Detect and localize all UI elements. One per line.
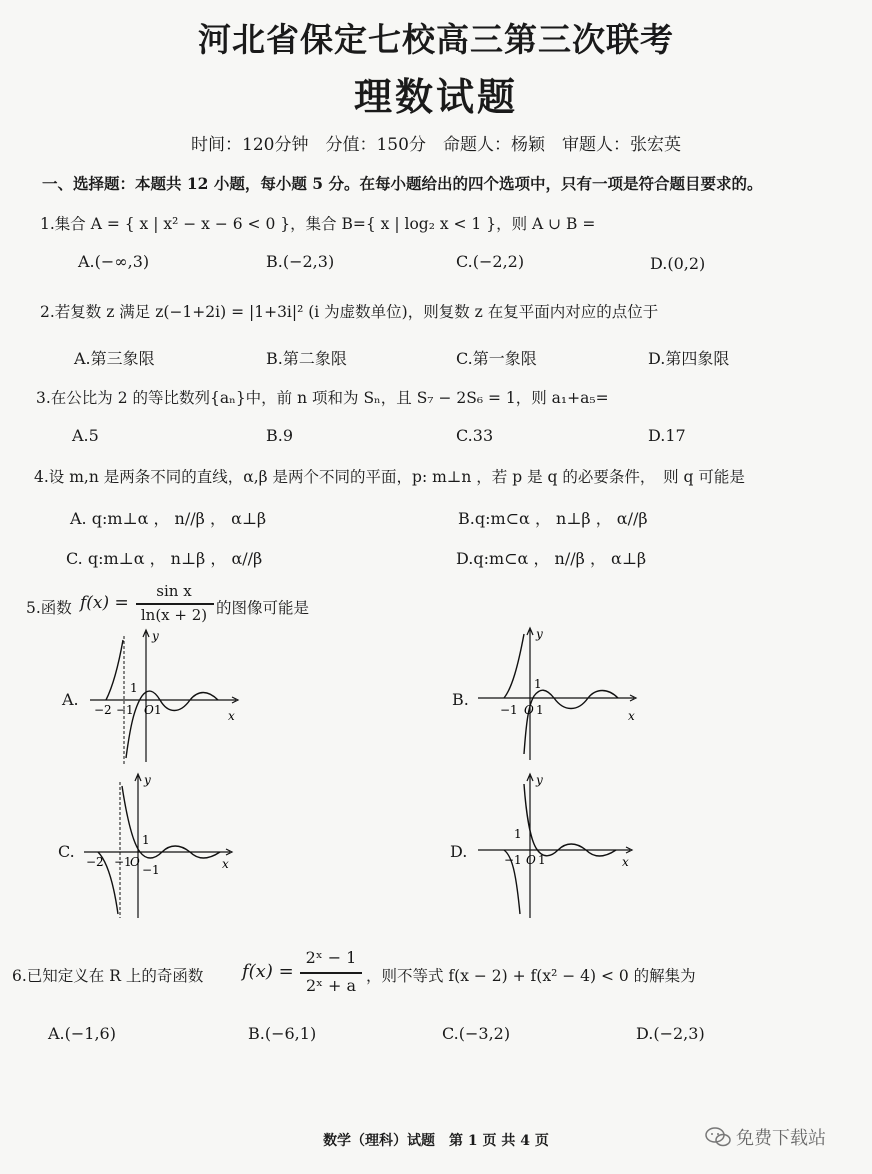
q3-option-a: A.5 [72,426,99,445]
q6-stem-suffix: ，则不等式 f(x − 2) + f(x² − 4) < 0 的解集为 [366,967,696,985]
q5-stem-prefix: 5.函数 [26,599,72,617]
q5-fraction-bar [136,603,214,605]
q6-option-b: B.(−6,1) [248,1024,317,1043]
q4-option-a: A. q:m⊥α ， n//β ， α⊥β [70,509,267,528]
q3-option-b: B.9 [266,426,294,445]
graph-a-label-neg1: −1 [116,703,134,717]
q2-option-c: C.第一象限 [456,349,537,368]
q4-option-c: C. q:m⊥α ， n⊥β ， α//β [66,549,263,568]
graph-c-label-1: 1 [142,833,150,847]
q6-function-name: f(x) = [242,961,294,982]
q2-option-a: A.第三象限 [74,349,155,368]
q5-denominator: ln(x + 2) [140,606,208,624]
graph-c-label-neg1-y: −1 [142,863,160,877]
graph-c [80,772,244,922]
exam-title: 河北省保定七校高三第三次联考 [198,20,674,59]
graph-b-label-x: x [628,709,635,723]
q5-option-d: D. [450,842,468,861]
exam-subtitle: 理数试题 [353,74,518,119]
graph-b-label-y: y [536,627,543,641]
graph-c-label-neg2: −2 [86,855,104,869]
graph-b-label-1-x: 1 [536,703,544,717]
q6-option-a: A.(−1,6) [48,1024,116,1043]
graph-a-curve-right [126,691,218,758]
graph-b-label-1-y: 1 [534,677,542,691]
graph-d-label-y: y [536,773,543,787]
exam-meta: 时间：120分钟 分值：150分 命题人：杨颖 审题人：张宏英 [191,135,681,155]
graph-a-label-origin: O [144,703,154,717]
graph-a-label-1-y: 1 [130,681,138,695]
q3-option-c: C.33 [456,426,494,445]
question-1-stem: 1.集合 A = { x | x² − x − 6 < 0 }，集合 B={ x | log₂ x < 1 }，则 A ∪ B = [40,215,596,233]
graph-c-label-y: y [144,773,151,787]
graph-d-label-neg1: −1 [504,853,522,867]
graph-a-label-neg2: −2 [94,703,112,717]
graph-b-label-neg1: −1 [500,703,518,717]
graph-c-label-x: x [222,857,229,871]
graph-a-label-1-x: 1 [154,703,162,717]
question-4-stem: 4.设 m,n 是两条不同的直线，α,β 是两个不同的平面，p: m⊥n ，若 p 是 q 的必要条件， 则 q 可能是 [34,468,745,486]
q5-stem-suffix: 的图像可能是 [216,599,310,617]
graph-a [86,628,246,768]
watermark-text: 免费下载站 [736,1128,826,1149]
graph-a-label-y: y [152,629,159,643]
graph-d-curve-right [524,784,616,856]
graph-c-label-neg1: −1 [114,855,132,869]
q6-numerator: 2ˣ − 1 [305,948,357,967]
graph-d-label-1-x: 1 [538,853,546,867]
graph-a-curve-left [106,640,123,700]
q1-option-c: C.(−2,2) [456,252,525,271]
q4-option-b: B.q:m⊂α ， n⊥β ， α//β [458,509,648,528]
graph-b-curve-left [504,634,524,698]
section-heading: 一、选择题：本题共 12 小题，每小题 5 分。在每小题给出的四个选项中，只有一项是符合题目要求的。 [42,174,763,193]
graph-d-label-origin: O [526,853,536,867]
graph-c-curve-right [122,786,220,858]
q3-option-d: D.17 [648,426,686,445]
question-2-stem: 2.若复数 z 满足 z(−1+2i) = |1+3i|² (i 为虚数单位)，则复数 z 在复平面内对应的点位于 [40,303,659,321]
q5-option-c: C. [58,842,75,861]
q6-option-d: D.(−2,3) [636,1024,705,1043]
graph-c-label-origin: O [130,855,140,869]
graph-d-label-x: x [622,855,629,869]
q5-option-a: A. [62,690,79,709]
q6-fraction-bar [300,972,362,974]
graph-b-label-origin: O [524,703,534,717]
q1-option-a: A.(−∞,3) [78,252,150,271]
graph-a-label-x: x [228,709,235,723]
wechat-icon [704,1126,732,1148]
q4-option-d: D.q:m⊂α ， n//β ， α⊥β [456,549,647,568]
q1-option-d: D.(0,2) [650,254,706,273]
q2-option-d: D.第四象限 [648,349,730,368]
q6-option-c: C.(−3,2) [442,1024,511,1043]
q2-option-b: B.第二象限 [266,349,347,368]
page-footer: 数学（理科）试题 第 1 页 共 4 页 [323,1133,549,1149]
graph-b-curve-right [524,690,618,754]
q5-function-name: f(x) = [80,593,129,613]
q6-denominator: 2ˣ + a [305,976,357,995]
q5-option-b: B. [452,690,469,709]
q6-stem-prefix: 6.已知定义在 R 上的奇函数 [12,967,204,985]
question-3-stem: 3.在公比为 2 的等比数列{aₙ}中，前 n 项和为 Sₙ，且 S₇ − 2S₆ = 1，则 a₁+a₅= [36,389,609,407]
graph-d-label-1-y: 1 [514,827,522,841]
graph-b [474,626,642,766]
graph-d [474,772,642,922]
q1-option-b: B.(−2,3) [266,252,335,271]
q5-numerator: sin x [156,582,192,600]
